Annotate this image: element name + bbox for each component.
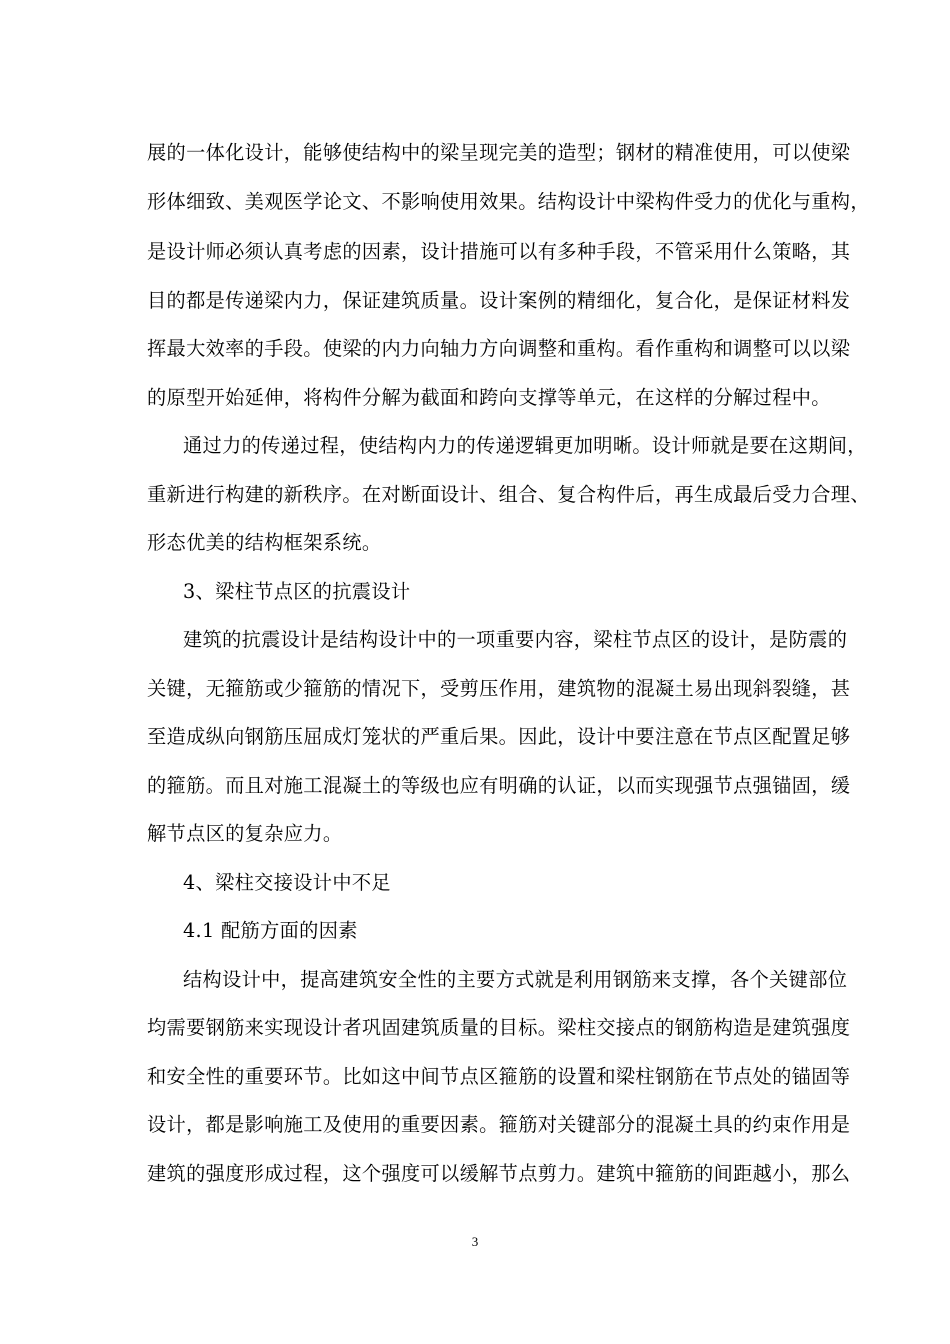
page-number: 3: [471, 1234, 479, 1249]
text-line: 展的一体化设计，能够使结构中的梁呈现完美的造型；钢材的精准使用，可以使梁: [147, 141, 851, 164]
text-line: 均需要钢筋来实现设计者巩固建筑质量的目标。梁柱交接点的钢筋构造是建筑强度: [147, 1016, 851, 1039]
text-line: 的箍筋。而且对施工混凝土的等级也应有明确的认证，以而实现强节点强锚固，缓: [147, 774, 851, 797]
text-line: 至造成纵向钢筋压屈成灯笼状的严重后果。因此，设计中要注意在节点区配置足够: [147, 725, 851, 748]
section-heading-3: 3、梁柱节点区的抗震设计: [183, 580, 411, 603]
subsection-heading-4-1: 4.1 配筋方面的因素: [183, 919, 358, 942]
text-line: 建筑的抗震设计是结构设计中的一项重要内容，梁柱节点区的设计，是防震的: [183, 628, 848, 651]
text-line: 建筑的强度形成过程，这个强度可以缓解节点剪力。建筑中箍筋的间距越小，那么: [147, 1162, 851, 1185]
text-line: 的原型开始延伸，将构件分解为截面和跨向支撑等单元，在这样的分解过程中。: [147, 386, 831, 409]
section-heading-4: 4、梁柱交接设计中不足: [183, 871, 391, 894]
text-line: 重新进行构建的新秩序。在对断面设计、组合、复合构件后，再生成最后受力合理、: [147, 483, 870, 506]
text-line: 形态优美的结构框架系统。: [147, 531, 382, 554]
text-line: 通过力的传递过程，使结构内力的传递逻辑更加明晰。设计师就是要在这期间，: [183, 434, 867, 457]
text-line: 关键，无箍筋或少箍筋的情况下，受剪压作用，建筑物的混凝土易出现斜裂缝，甚: [147, 677, 851, 700]
text-line: 结构设计中，提高建筑安全性的主要方式就是利用钢筋来支撑，各个关键部位: [183, 968, 848, 991]
text-line: 解节点区的复杂应力。: [147, 822, 343, 845]
text-line: 形体细致、美观医学论文、不影响使用效果。结构设计中梁构件受力的优化与重构，: [147, 190, 870, 213]
text-line: 是设计师必须认真考虑的因素，设计措施可以有多种手段，不管采用什么策略，其: [147, 240, 851, 263]
text-line: 和安全性的重要环节。比如这中间节点区箍筋的设置和梁柱钢筋在节点处的锚固等: [147, 1065, 851, 1088]
text-line: 设计，都是影响施工及使用的重要因素。箍筋对关键部分的混凝土具的约束作用是: [147, 1113, 851, 1136]
text-line: 挥最大效率的手段。使梁的内力向轴力方向调整和重构。看作重构和调整可以以梁: [147, 337, 851, 360]
text-line: 目的都是传递梁内力，保证建筑质量。设计案例的精细化，复合化，是保证材料发: [147, 289, 851, 312]
